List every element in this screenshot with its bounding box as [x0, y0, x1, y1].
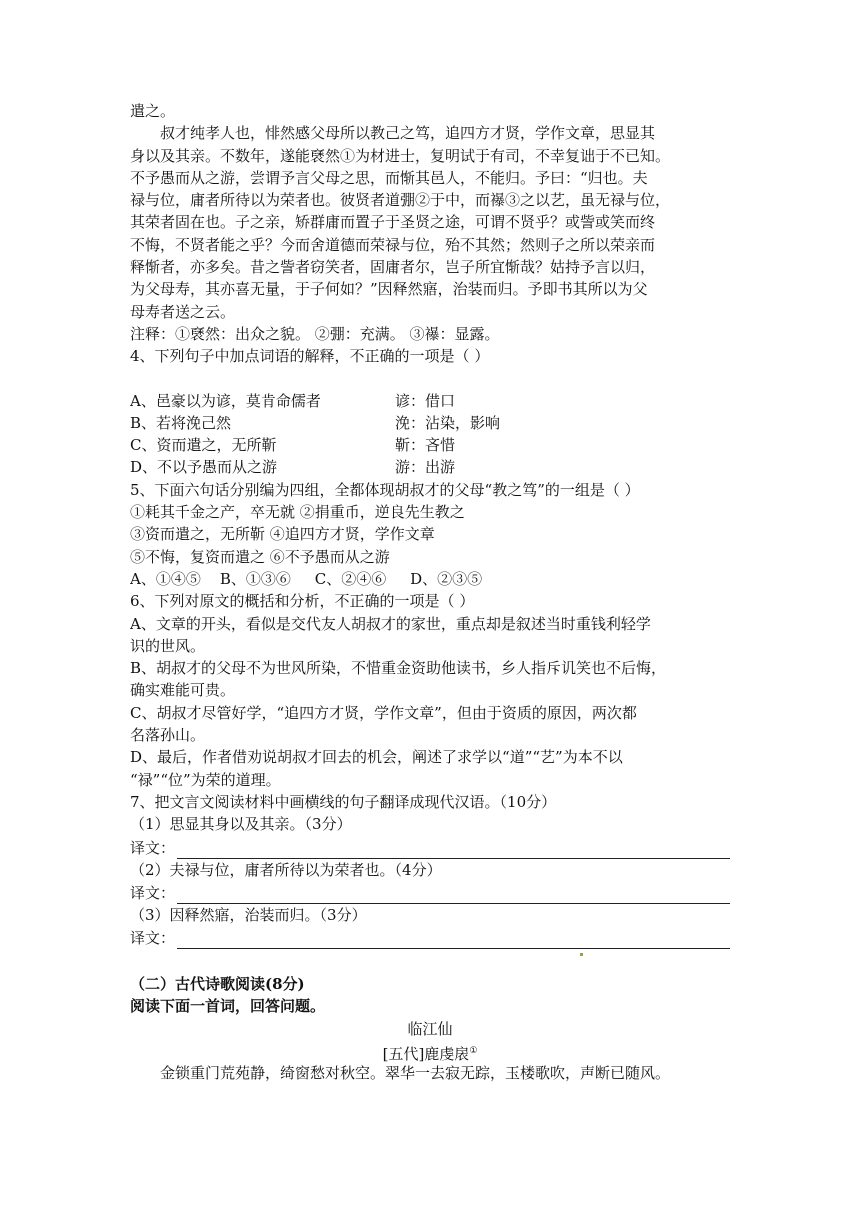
- passage-line: 为父母寿，其亦喜无量，于子何如？”因释然寤，治装而归。予即书其所以为父: [130, 280, 648, 299]
- passage-notes: 注释：①褎然：出众之貌。 ②弸：充满。 ③襮：显露。: [130, 324, 500, 343]
- passage-line: 不予愚而从之游，尝谓予言父母之思，而惭其邑人，不能归。予曰：“归也。夫: [130, 168, 648, 187]
- option-explanation: 靳：吝惜: [395, 436, 456, 455]
- passage-line: 身以及其亲。不数年，遂能褎然①为材进士，复明试于有司，不幸复诎于不已知。: [130, 146, 671, 165]
- document-content: [130, 100, 730, 1085]
- question-6-line: B、胡叔才的父母不为世风所染，不惜重金资助他读书，乡人指斥讥笑也不后悔，: [130, 659, 667, 678]
- option-explanation: 谚：借口: [395, 391, 456, 410]
- option-sentence: B、若将浼己然: [130, 413, 232, 432]
- question-6-line: C、胡叔才尽管好学，“追四方才贤，学作文章”，但由于资质的原因，两次都: [130, 703, 637, 722]
- section-heading: （二）古代诗歌阅读(8分): [130, 975, 305, 994]
- question-6-line: 确实难能可贵。: [130, 681, 236, 700]
- question-6-line: A、文章的开头，看似是交代友人胡叔才的家世，重点却是叙述当时重钱利轻学: [130, 614, 651, 633]
- question-4-stem: 4、下列句子中加点词语的解释，不正确的一项是（ ）: [130, 347, 490, 366]
- translation-answer-line[interactable]: [130, 836, 730, 859]
- poem-title: 临江仙: [407, 1019, 453, 1038]
- passage-line: 母寿者送之云。: [130, 302, 236, 321]
- passage-line: 遣之。: [130, 102, 176, 120]
- answer-underline: [177, 842, 730, 859]
- answer-underline: [177, 932, 730, 949]
- question-6-line: 名落孙山。: [130, 726, 206, 745]
- translation-answer-line[interactable]: [130, 926, 730, 949]
- passage-line: 叔才纯孝人也，悱然感父母所以教己之笃，追四方才贤，学作文章，思显其: [160, 124, 656, 143]
- question-7-stem: 7、把文言文阅读材料中画横线的句子翻译成现代汉语。（10分）: [130, 792, 557, 811]
- question-7-prompt: （1）思显其身以及其亲。（3分）: [130, 815, 352, 834]
- passage-line: 其荣者固在也。子之亲，矫群庸而置子于圣贤之途，可谓不贤乎？或訾或笑而终: [130, 213, 656, 232]
- question-5-choices: A、①④⑤ B、①③⑥ C、②④⑥ D、②③⑤: [130, 569, 483, 588]
- question-6-line: 识的世风。: [130, 636, 206, 655]
- option-sentence: D、不以予愚而从之游: [130, 458, 278, 477]
- question-5-item: ①耗其千金之产，卒无就 ②捐重币，逆良先生教之: [130, 503, 465, 522]
- question-7-prompt: （2）夫禄与位，庸者所待以为荣者也。（4分）: [130, 860, 442, 879]
- question-7-prompt: （3）因释然寤，治装而归。（3分）: [130, 905, 367, 924]
- option-explanation: 游：出游: [395, 458, 456, 477]
- poem-author-name: [五代]鹿虔扆: [382, 1044, 470, 1063]
- question-6-stem: 6、下列对原文的概括和分析，不正确的一项是（ ）: [130, 592, 475, 611]
- question-6-line: D、最后，作者借劝说胡叔才回去的机会，阐述了求学以“道”“艺”为本不以: [130, 748, 623, 767]
- option-sentence: A、邑豪以为谚，莫肯命儒者: [130, 391, 321, 410]
- translation-label: 译文：: [130, 883, 176, 902]
- answer-underline: [177, 887, 730, 904]
- question-5-stem: 5、下面六句话分别编为四组，全都体现胡叔才的父母“教之笃”的一组是（ ）: [130, 480, 640, 499]
- question-5-item: ③资而遣之，无所靳 ④追四方才贤，学作文章: [130, 525, 435, 544]
- option-sentence: C、资而遣之，无所靳: [130, 436, 277, 455]
- poem-line: 金锁重门荒苑静，绮窗愁对秋空。翠华一去寂无踪，玉楼歌吹，声断已随风。: [160, 1064, 671, 1083]
- passage-line: 释惭者，亦多矣。昔之訾者窃笑者，固庸者尔，岂子所宜惭哉？姑持予言以归，: [130, 258, 656, 277]
- question-4-option: [130, 456, 730, 478]
- question-6-line: “禄”“位”为荣的道理。: [130, 770, 281, 789]
- poem-author: [130, 1040, 730, 1062]
- option-explanation: 浼：沾染，影响: [395, 413, 501, 432]
- passage-line: 不悔，不贤者能之乎？今而舍道德而荣禄与位，殆不其然；然则子之所以荣亲而: [130, 235, 656, 254]
- translation-label: 译文：: [130, 838, 176, 857]
- section-instruction: 阅读下面一首词，回答问题。: [130, 997, 326, 1016]
- question-4-option: [130, 412, 730, 434]
- passage-line: 禄与位，庸者所待以为荣者也。彼贤者道弸②于中，而襮③之以艺，虽无禄与位，: [130, 191, 671, 210]
- question-4-option: [130, 434, 730, 456]
- translation-label: 译文：: [130, 929, 176, 948]
- footnote-marker: ①: [469, 1045, 478, 1056]
- question-4-option: [130, 390, 730, 412]
- stray-mark: [580, 953, 583, 956]
- translation-answer-line[interactable]: [130, 881, 730, 904]
- question-5-item: ⑤不悔，复资而遣之 ⑥不予愚而从之游: [130, 547, 390, 566]
